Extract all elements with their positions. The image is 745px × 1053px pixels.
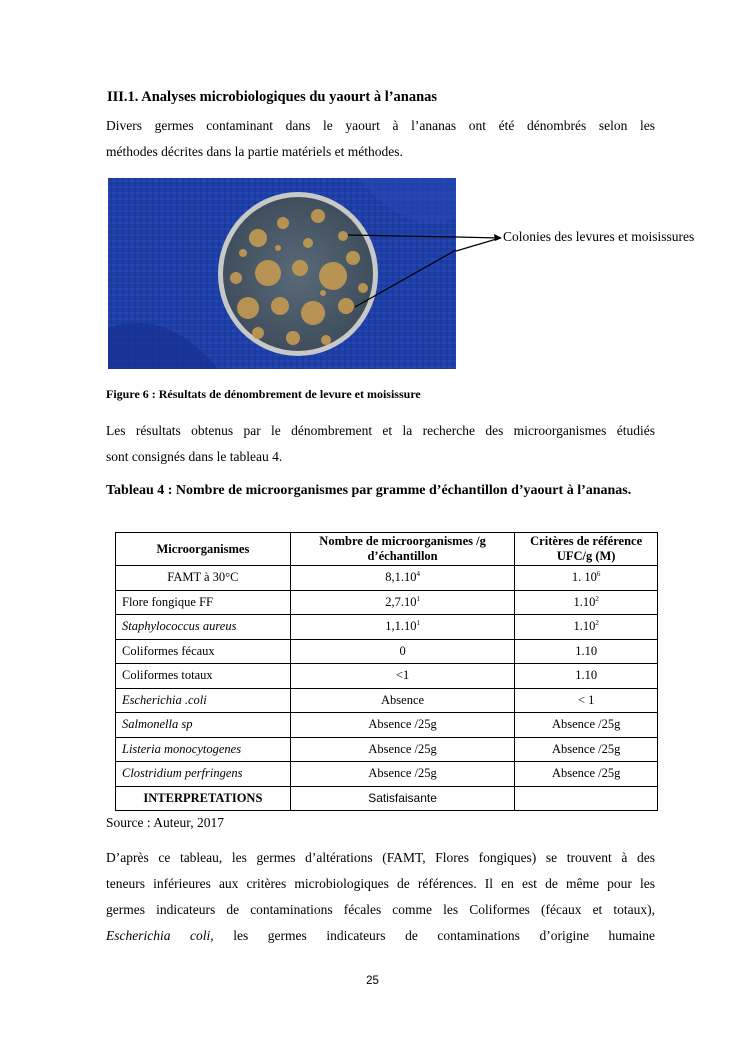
interpretation-empty xyxy=(515,786,658,811)
row-count: 0 xyxy=(290,639,515,664)
table-title: Tableau 4 : Nombre de microorganismes par gramme d’échantillon d’yaourt à l’ananas. xyxy=(106,483,632,498)
table-row xyxy=(116,615,658,640)
row-name: Flore fongique FF xyxy=(116,590,291,615)
row-name: Listeria monocytogenes xyxy=(116,737,291,762)
table-row xyxy=(116,590,658,615)
interpretation-row xyxy=(116,786,658,811)
row-name: FAMT à 30°C xyxy=(116,566,291,591)
row-reference: Absence /25g xyxy=(515,737,658,762)
row-name: Coliformes fécaux xyxy=(116,639,291,664)
row-name: Clostridium perfringens xyxy=(116,762,291,787)
petri-dish-photo xyxy=(108,178,456,369)
row-reference: 1.10 xyxy=(515,639,658,664)
row-count: Absence /25g xyxy=(290,762,515,787)
interpretation-label: INTERPRETATIONS xyxy=(116,786,291,811)
species-name: Escherichia coli, xyxy=(106,928,214,943)
row-name: Escherichia .coli xyxy=(116,688,291,713)
conclusion-line: D’après ce tableau, les germes d’altérations (FAMT, Flores fongiques) se trouvent à des xyxy=(106,850,655,865)
table-row xyxy=(116,688,658,713)
conclusion-line: germes indicateurs de contaminations fécales comme les Coliformes (fécaux et totaux), xyxy=(106,902,655,917)
header-reference: Critères de référence UFC/g (M) xyxy=(515,533,658,566)
table-header-row xyxy=(116,533,658,566)
annotation-arrows xyxy=(456,228,506,258)
figure-caption: Figure 6 : Résultats de dénombrement de levure et moisissure xyxy=(106,387,421,401)
row-count: Absence /25g xyxy=(290,737,515,762)
row-count: 2,7.10$^1$ xyxy=(290,590,515,615)
results-line: Les résultats obtenus par le dénombrement et la recherche des microorganismes étudiés xyxy=(106,423,655,438)
intro-line: méthodes décrites dans la partie matériels et méthodes. xyxy=(106,144,403,159)
header-microorganismes: Microorganismes xyxy=(116,533,291,566)
intro-line: Divers germes contaminant dans le yaourt à l’ananas ont été dénombrés selon les xyxy=(106,118,655,133)
row-count: 8,1.10$^4$ xyxy=(290,566,515,591)
results-paragraph xyxy=(106,418,655,470)
table-row xyxy=(116,713,658,738)
row-name: Coliformes totaux xyxy=(116,664,291,689)
row-reference: 1.10$^2$ xyxy=(515,590,658,615)
header-count: Nombre de microorganismes /g d’échantillon xyxy=(290,533,515,566)
row-count: Absence xyxy=(290,688,515,713)
conclusion-line: Escherichia coli, les germes indicateurs de contaminations d’origine humaine xyxy=(106,928,655,943)
microorganisms-table xyxy=(115,532,658,811)
row-reference: < 1 xyxy=(515,688,658,713)
table-row xyxy=(116,664,658,689)
row-reference: 1.10 xyxy=(515,664,658,689)
row-reference: 1.10$^2$ xyxy=(515,615,658,640)
table-row xyxy=(116,737,658,762)
row-reference: 1. $10^6$ xyxy=(515,566,658,591)
table-row xyxy=(116,762,658,787)
conclusion-paragraph xyxy=(106,845,655,949)
conclusion-line: teneurs inférieures aux critères microbiologiques de références. Il en est de même pour les xyxy=(106,876,655,891)
intro-paragraph xyxy=(106,113,655,165)
row-reference: Absence /25g xyxy=(515,713,658,738)
table-source: Source : Auteur, 2017 xyxy=(106,815,224,830)
figure-annotation: Colonies des levures et moisissures xyxy=(503,229,695,244)
table-row xyxy=(116,566,658,591)
page-number: 25 xyxy=(366,975,379,987)
table-row xyxy=(116,639,658,664)
interpretation-value: Satisfaisante xyxy=(290,786,515,811)
row-count: <1 xyxy=(290,664,515,689)
row-name: Salmonella sp xyxy=(116,713,291,738)
row-count: 1,1.10$^1$ xyxy=(290,615,515,640)
results-line: sont consignés dans le tableau 4. xyxy=(106,449,283,464)
row-name: Staphylococcus aureus xyxy=(116,615,291,640)
row-count: Absence /25g xyxy=(290,713,515,738)
section-heading: III.1. Analyses microbiologiques du yaourt à l’ananas xyxy=(107,89,438,105)
row-reference: Absence /25g xyxy=(515,762,658,787)
